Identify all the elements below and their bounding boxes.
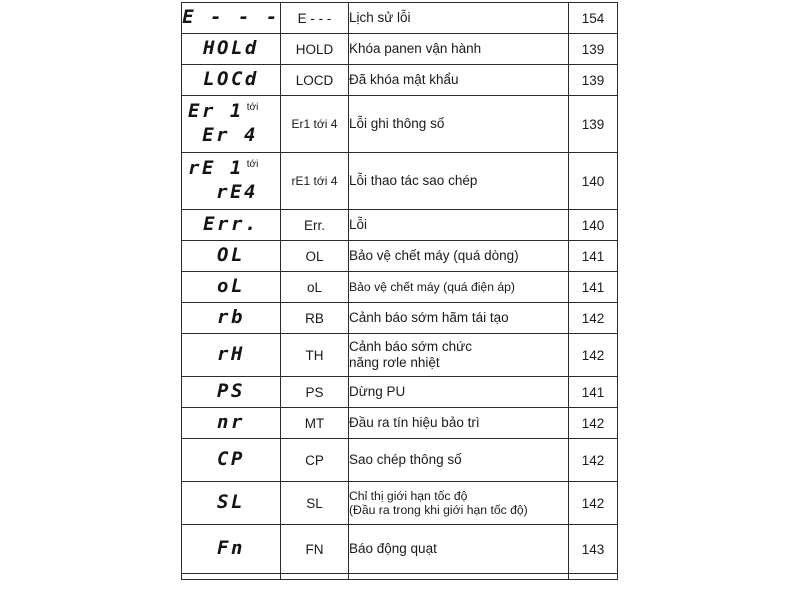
led-display-text: Err. (203, 213, 259, 236)
abbreviation-cell: SL (281, 482, 349, 525)
page-number-cell: 139 (569, 34, 618, 65)
table-row (182, 334, 618, 377)
page-number-cell: 140 (569, 153, 618, 210)
description-line-1: Lỗi (349, 217, 368, 233)
led-display-range-label: tới (246, 158, 259, 170)
led-display-text (182, 159, 280, 179)
led-display-cell (182, 525, 281, 574)
table-row (182, 96, 618, 153)
description-cell (349, 241, 569, 272)
description-cell (349, 439, 569, 482)
page-number-cell (569, 574, 618, 580)
led-display-text: nr (217, 411, 245, 434)
table-row (182, 525, 618, 574)
description-cell (349, 525, 569, 574)
description-cell (349, 96, 569, 153)
description-line-1: Cảnh báo sớm chức (349, 339, 472, 355)
description-cell (349, 377, 569, 408)
page-number-cell: 139 (569, 96, 618, 153)
led-display-text: PS (217, 380, 245, 403)
abbreviation-cell: FN (281, 525, 349, 574)
table-row (182, 3, 618, 34)
page-number-cell: 143 (569, 525, 618, 574)
led-display-text: OL (217, 244, 245, 267)
table-row (182, 153, 618, 210)
page-number-cell: 139 (569, 65, 618, 96)
description-line-1: Bảo vệ chết máy (quá điện áp) (349, 279, 515, 294)
led-display-range-label: tới (246, 101, 259, 113)
abbreviation-cell: oL (281, 272, 349, 303)
description-line-2: (Đầu ra trong khi giới hạn tốc độ) (349, 503, 528, 517)
led-display-text: rb (217, 306, 245, 329)
description-cell (349, 272, 569, 303)
table-row-partial (182, 574, 618, 580)
abbreviation-cell: Err. (281, 210, 349, 241)
description-line-1: Dừng PU (349, 384, 406, 400)
led-display-text (182, 102, 280, 122)
page-number-cell: 142 (569, 303, 618, 334)
table-row (182, 65, 618, 96)
page-number-cell: 141 (569, 377, 618, 408)
led-display-cell (182, 241, 281, 272)
page-number-cell: 154 (569, 3, 618, 34)
description-cell (349, 334, 569, 377)
abbreviation-cell: TH (281, 334, 349, 377)
led-display-text-second: rE4 (216, 181, 258, 203)
led-display-cell (182, 334, 281, 377)
description-line-1: Chỉ thị giới hạn tốc độ (349, 488, 468, 503)
description-cell (349, 34, 569, 65)
operation-panel-code-table (181, 2, 618, 580)
led-display-cell (182, 34, 281, 65)
description-cell (349, 408, 569, 439)
table-row (182, 272, 618, 303)
page-number-cell: 142 (569, 439, 618, 482)
abbreviation-cell: OL (281, 241, 349, 272)
abbreviation-cell: RB (281, 303, 349, 334)
led-display-text: LOCd (203, 68, 259, 91)
led-display-cell (182, 408, 281, 439)
description-cell (349, 153, 569, 210)
description-line-1: Lỗi thao tác sao chép (349, 173, 478, 189)
table-row (182, 241, 618, 272)
description-line-1: Đã khóa mật khẩu (349, 72, 459, 88)
led-display-cell (182, 303, 281, 334)
table-row (182, 439, 618, 482)
description-cell (349, 303, 569, 334)
abbreviation-cell: PS (281, 377, 349, 408)
abbreviation-cell (281, 574, 349, 580)
led-display-code: rE 1 (188, 157, 244, 180)
led-display-text: rH (217, 343, 245, 366)
table-row (182, 408, 618, 439)
led-display-text-second: Er 4 (202, 124, 258, 146)
description-line-1: Khóa panen vận hành (349, 41, 482, 57)
abbreviation-cell: rE1 tới 4 (281, 153, 349, 210)
page-number-cell: 142 (569, 334, 618, 377)
led-display-code: Er 1 (188, 100, 244, 123)
table-row (182, 377, 618, 408)
led-display-cell (182, 482, 281, 525)
abbreviation-cell: E - - - (281, 3, 349, 34)
description-cell (349, 574, 569, 580)
page-number-cell: 140 (569, 210, 618, 241)
abbreviation-cell: LOCD (281, 65, 349, 96)
abbreviation-cell: HOLD (281, 34, 349, 65)
led-display-cell (182, 210, 281, 241)
page-number-cell: 141 (569, 241, 618, 272)
led-display-cell (182, 377, 281, 408)
led-display-cell (182, 272, 281, 303)
page-number-cell: 142 (569, 408, 618, 439)
description-line-1: Bảo vệ chết máy (quá dòng) (349, 248, 519, 264)
led-display-text: CP (217, 448, 245, 471)
led-display-text: SL (217, 491, 245, 514)
page-number-cell: 141 (569, 272, 618, 303)
description-cell (349, 65, 569, 96)
description-line-1: Đầu ra tín hiệu bảo trì (349, 415, 480, 431)
description-line-1: Lịch sử lỗi (349, 10, 411, 26)
led-display-cell (182, 439, 281, 482)
description-cell (349, 482, 569, 525)
abbreviation-cell: Er1 tới 4 (281, 96, 349, 153)
table-row (182, 34, 618, 65)
led-display-cell (182, 96, 281, 153)
table-row (182, 482, 618, 525)
table-row (182, 210, 618, 241)
abbreviation-cell: MT (281, 408, 349, 439)
led-display-text: HOLd (203, 37, 259, 60)
led-display-cell (182, 574, 281, 580)
table-row (182, 303, 618, 334)
led-display-text: oL (217, 275, 245, 298)
page-number-cell: 142 (569, 482, 618, 525)
description-line-2: năng rơle nhiệt (349, 355, 440, 370)
description-line-1: Cảnh báo sớm hãm tái tạo (349, 310, 509, 326)
abbreviation-cell: CP (281, 439, 349, 482)
led-display-cell (182, 3, 281, 34)
led-display-cell (182, 153, 281, 210)
led-display-cell (182, 65, 281, 96)
led-display-text: E - - - (182, 6, 280, 29)
description-line-1: Báo động quạt (349, 541, 437, 557)
description-line-1: Sao chép thông số (349, 452, 462, 468)
description-cell (349, 210, 569, 241)
description-cell (349, 3, 569, 34)
led-display-text: Fn (217, 537, 245, 560)
description-line-1: Lỗi ghi thông số (349, 116, 445, 132)
